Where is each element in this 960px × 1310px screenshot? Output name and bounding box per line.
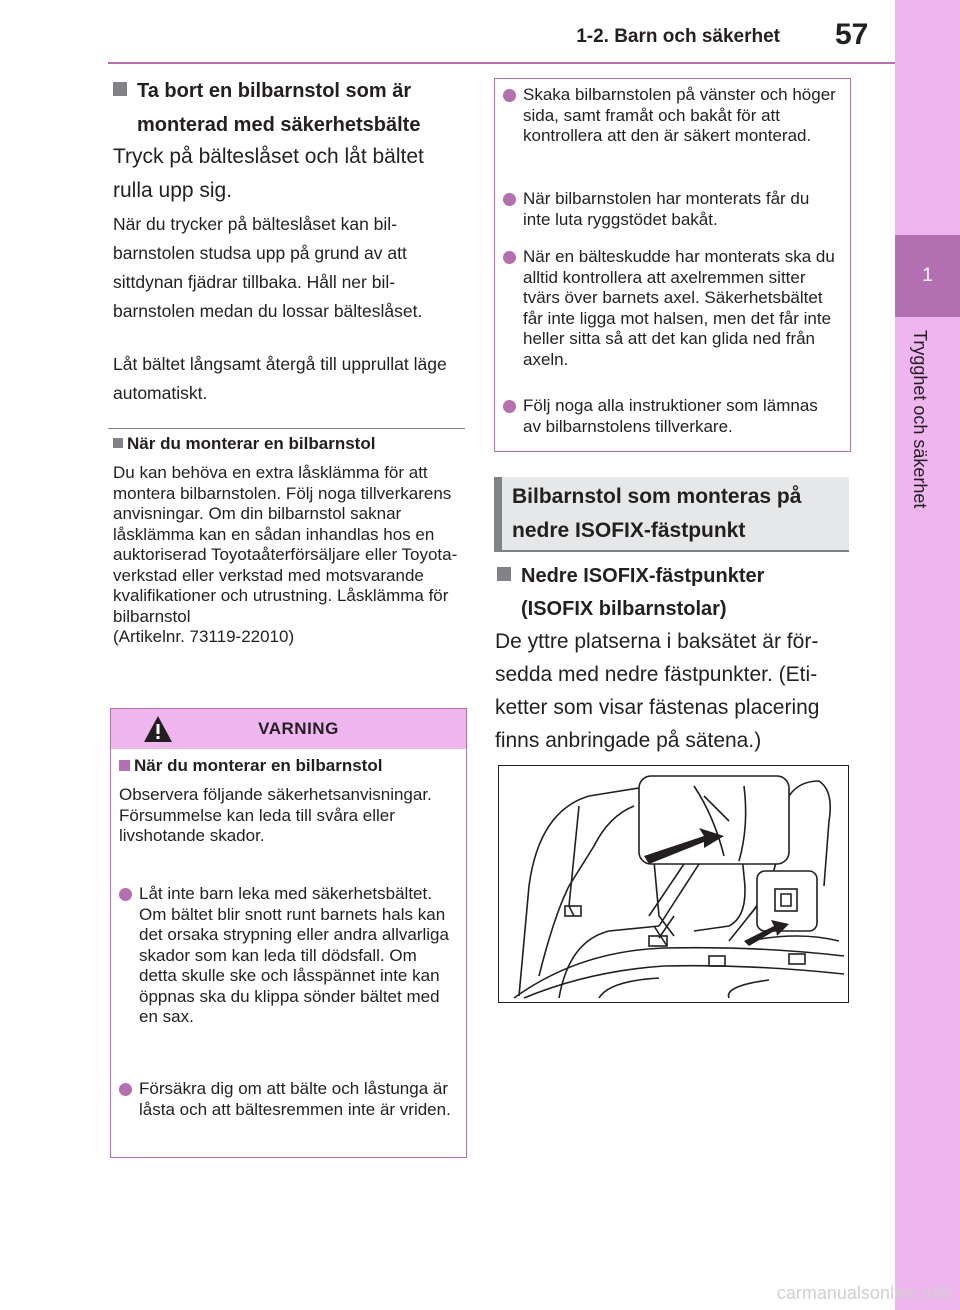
remove-seat-heading-line2: monterad med säkerhetsbälte [137, 114, 421, 136]
warning-intro [119, 785, 459, 847]
isofix-seat-illustration [498, 765, 849, 1003]
continued-bullet-4-text: Följ noga alla instruktioner som lämnas av bilbarnstolens tillverkare. [523, 396, 818, 436]
remove-seat-paragraph-1: När du trycker på bälteslåset kan bilbarnstolen studsa upp på grund av att sittdynan fjädrar tillbaka. Håll ner bilbarnstolen medan du lossar bälteslåset. [113, 214, 423, 321]
remove-seat-paragraph-2: Låt bältet långsamt återgå till upprullat läge automatiskt. [113, 354, 447, 403]
rear-seat-drawing [499, 766, 848, 1002]
continued-bullet-1 [503, 85, 838, 147]
warning-continued-box [494, 78, 851, 452]
warning-box [110, 708, 467, 1158]
continued-bullet-4 [503, 396, 838, 437]
note-body [113, 463, 458, 648]
isofix-body: De yttre platserna i baksätet är försedda med nedre fästpunkter. (Etiketter som visar fästenas placering finns anbringade på sätena.) [495, 630, 820, 752]
isofix-heading-line2: (ISOFIX bilbarnstolar) [521, 598, 727, 620]
isofix-heading [497, 560, 847, 626]
remove-seat-heading-line1: Ta bort en bilbarnstol som är [137, 80, 412, 102]
circle-bullet-icon [503, 251, 516, 264]
warning-bullet-1-text: Låt inte barn leka med säkerhetsbältet. Om bältet blir snott runt barnets hals kan det orsaka strypning eller andra allvarliga skador som kan leda till dödsfall. Om detta skulle ske och låsspännet inte kan öppnas ska du klippa sönder bältet med en sax. [139, 884, 449, 1026]
warning-heading-text: När du monterar en bilbarnstol [134, 756, 383, 775]
page-number: 57 [835, 18, 869, 51]
section-title: 1-2. Barn och säkerhet [576, 26, 780, 47]
warning-intro-line2: Försummelse kan leda till svåra eller livshotande skador. [119, 805, 395, 845]
circle-bullet-icon [503, 193, 516, 206]
continued-bullet-2 [503, 189, 838, 230]
circle-bullet-icon [503, 89, 516, 102]
circle-bullet-icon [119, 1083, 132, 1096]
circle-bullet-icon [503, 400, 516, 413]
chapter-title: Trygghet och säkerhet [910, 330, 930, 509]
warning-title: VARNING [258, 719, 339, 738]
note-heading-text: När du monterar en bilbarnstol [127, 434, 376, 453]
note-part-number: (Artikelnr. 73119-22010) [113, 627, 295, 646]
note-divider [108, 428, 465, 429]
warning-bullet-2 [119, 1079, 459, 1120]
square-bullet-icon [497, 567, 511, 581]
watermark: carmanualsonline.info [776, 1283, 952, 1303]
warning-bullet-2-text: Försäkra dig om att bälte och låstunga är låsta och att bältesremmen inte är vriden. [139, 1079, 451, 1119]
note-body-text: Du kan behöva en extra låsklämma för att montera bilbarnstolen. Följ noga tillverkarens anvisningar. Om din bilbarnstol saknar låsklämma kan en sådan inhandlas hos en auktoriserad Toyotaåterförsäljare eller Toyota-verkstad eller verkstad med motsvarande kvalifikationer och utrustning. Låsklämma för bilbarnstol [113, 463, 458, 626]
note-heading [113, 434, 463, 454]
remove-seat-heading [113, 74, 463, 142]
circle-bullet-icon [119, 888, 132, 901]
warning-intro-line1: Observera följande säkerhetsanvisningar. [119, 785, 432, 804]
header-rule [108, 62, 895, 64]
warning-heading [119, 756, 459, 776]
continued-bullet-2-text: När bilbarnstolen har monterats får du inte luta ryggstödet bakåt. [523, 189, 810, 229]
isofix-heading-line1: Nedre ISOFIX-fästpunkter [521, 565, 765, 587]
continued-bullet-3-text: När en bälteskudde har monterats ska du alltid kontrollera att axelremmen sitter tvärs över barnets axel. Säkerhetsbältet får inte ligga mot halsen, men det får inte heller sitta så att det kan glida ned från axeln. [523, 247, 835, 369]
section-accent-bar [494, 477, 502, 550]
remove-seat-lead: Tryck på bälteslåset och låt bältet rulla upp sig. [113, 145, 424, 202]
isofix-section-header [494, 477, 849, 552]
square-bullet-icon [119, 760, 130, 771]
chapter-side-tab [895, 0, 960, 1310]
square-bullet-icon [113, 438, 123, 448]
continued-bullet-3 [503, 247, 838, 370]
continued-bullet-1-text: Skaka bilbarnstolen på vänster och höger sida, samt framåt och bakåt för att kontrollera att den är säkert monterad. [523, 85, 836, 145]
square-bullet-icon [113, 82, 127, 96]
chapter-number: 1 [922, 265, 933, 286]
isofix-section-title: Bilbarnstol som monteras på nedre ISOFIX-fästpunkt [512, 485, 802, 542]
warning-bullet-1 [119, 884, 459, 1028]
